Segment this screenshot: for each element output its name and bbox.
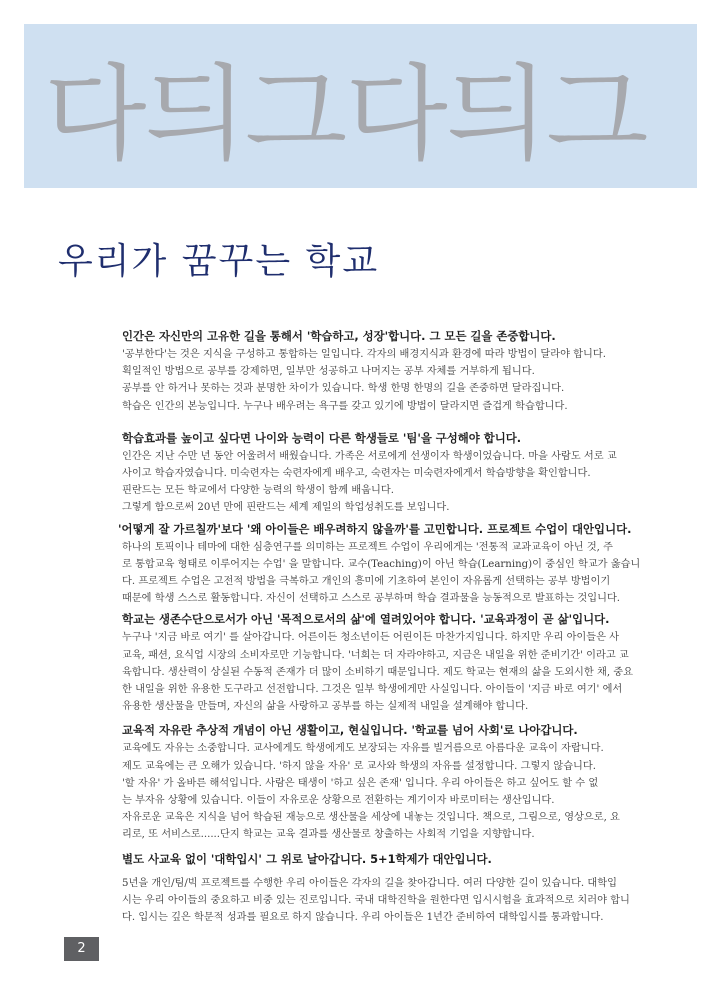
article-body: [118, 328, 667, 926]
paragraph-line: 인간은 지난 수만 년 동안 어울려서 배웠습니다. 가족은 서로에게 선생이자 학생이었습니다. 마을 사람도 서로 교: [122, 450, 617, 462]
paragraph-line: 육합니다. 생산력이 상실된 수동적 존재가 더 많이 소비하기 때문입니다. 제도 학교는 현재의 삶을 도외시한 채, 중요: [122, 666, 633, 678]
section-paragraph: [122, 539, 667, 608]
section-paragraph: [122, 346, 667, 415]
page-number: 2: [64, 937, 99, 961]
paragraph-line: 교육, 패션, 요식업 시장의 소비자로만 기능합니다. '너희는 더 자라야하고, 지금은 내일을 위한 준비기간' 이라고 교: [122, 649, 629, 661]
paragraph-line: 사이고 학습자였습니다. 미숙련자는 숙련자에게 배우고, 숙련자는 미숙련자에게서 학습방향을 확인합니다.: [122, 468, 591, 480]
section-team-learning: [122, 430, 667, 517]
page-title: 우리가 꿈꾸는 학교: [58, 241, 380, 282]
paragraph-line: 리로, 또 서비스로......단지 학교는 교육 결과를 생산물로 창출하는 사회적 기업을 지향합니다.: [122, 829, 535, 841]
section-paragraph: [122, 448, 667, 517]
paragraph-line: 자유로운 교육은 지식을 넘어 학습된 재능으로 생산물을 세상에 내놓는 것입니다. 책으로, 그림으로, 영상으로, 요: [122, 812, 620, 824]
section-heading: 학교는 생존수단으로서가 아닌 '목적으로서의 삶'에 열려있어야 합니다. '교육과정이 곧 삶'입니다.: [122, 612, 610, 627]
section-paragraph: [122, 740, 667, 843]
paragraph-line: 한 내일을 위한 유용한 도구라고 선전합니다. 그것은 일부 학생에게만 사실입니다. 아이들이 '지금 바로 여기' 에서: [122, 684, 623, 696]
paragraph-line: 때문에 학생 스스로 활동합니다. 자신이 선택하고 스스로 공부하며 학습 결과물을 능동적으로 발표하는 것입니다.: [122, 593, 621, 605]
paragraph-line: 5년을 개인/팀/빅 프로젝트를 수행한 우리 아이들은 각자의 길을 찾아갑니다. 여러 다양한 길이 있습니다. 대학입: [122, 877, 617, 889]
section-heading: 별도 사교육 없이 '대학입시' 그 위로 날아갑니다. 5+1학제가 대안입니다.: [122, 851, 492, 866]
paragraph-line: '할 자유' 가 올바른 해석입니다. 사람은 태생이 '하고 싶은 존재' 입니다. 우리 아이들은 하고 싶어도 할 수 없: [122, 777, 599, 789]
section-heading: 인간은 자신만의 고유한 길을 통해서 '학습하고, 성장'합니다. 그 모든 길을 존중합니다.: [122, 329, 556, 343]
paragraph-line: 시는 우리 아이들의 중요하고 비중 있는 진로입니다. 국내 대학진학을 원한다면 입시시험을 효과적으로 치러야 합니: [122, 894, 630, 906]
masthead-title: 다듸그다듸그: [44, 53, 647, 175]
section-paragraph: [122, 629, 667, 715]
paragraph-line: 공부를 안 하거나 못하는 것과 분명한 차이가 있습니다. 학생 한명 한명의 길을 존중하면 달라집니다.: [122, 383, 565, 395]
paragraph-line: 획일적인 방법으로 공부를 강제하면, 일부만 성공하고 나머지는 공부 자체를 거부하게 됩니다.: [122, 366, 535, 378]
section-project-learning: [118, 521, 667, 608]
paragraph-line: 그렇게 함으로써 20년 만에 핀란드는 세계 제일의 학업성취도를 보입니다.: [122, 502, 450, 514]
paragraph-line: 하나의 토픽이나 테마에 대한 심층연구를 의미하는 프로젝트 수업이 우리에게는 '전통적 교과교육이 아닌 것, 주: [122, 541, 613, 553]
paragraph-line: 교육에도 자유는 소중합니다. 교사에게도 학생에게도 보장되는 자유를 빌거름으로 아름다운 교육이 자랍니다.: [122, 743, 604, 755]
paragraph-line: 다. 프로젝트 수업은 고전적 방법을 극복하고 개인의 흥미에 기초하여 본인이 자유롭게 선택하는 공부 방법이기: [122, 576, 611, 588]
section-educational-freedom: [122, 722, 667, 843]
paragraph-line: 누구나 '지금 바로 여기' 를 살아갑니다. 어른이든 청소년이든 어린이든 마찬가지입니다. 하지만 우리 아이들은 사: [122, 632, 620, 644]
section-paragraph: [122, 875, 667, 927]
section-heading: 교육적 자유란 추상적 개념이 아닌 생활이고, 현실입니다. '학교를 넘어 사회'로 나아갑니다.: [122, 723, 578, 738]
paragraph-line: 로 통합교육 형태로 이루어지는 수업' 을 말합니다. 교수(Teaching)이 아닌 학습(Learning)이 중심인 학교가 옳습니: [122, 558, 641, 570]
section-heading: '어떻게 잘 가르칠까'보다 '왜 아이들은 배우려하지 않을까'를 고민합니다. 프로젝트 수업이 대안입니다.: [118, 521, 632, 536]
paragraph-line: 핀란드는 모든 학교에서 다양한 능력의 학생이 함께 배웁니다.: [122, 485, 394, 497]
section-life-curriculum: [122, 611, 667, 715]
paragraph-line: '공부한다'는 것은 지식을 구성하고 통합하는 일입니다. 각자의 배경지식과 환경에 따라 방법이 달라야 합니다.: [122, 349, 606, 360]
paragraph-line: 학습은 인간의 본능입니다. 누구나 배우려는 욕구를 갖고 있기에 방법이 달라지면 즐겁게 학습합니다.: [122, 400, 568, 412]
paragraph-line: 제도 교육에는 큰 오해가 있습니다. '하지 않을 자유' 로 교사와 학생의 자유를 설정합니다. 그렇지 않습니다.: [122, 760, 596, 772]
section-respect-paths: [122, 328, 667, 415]
section-university-entrance: [122, 851, 667, 927]
paragraph-line: 유용한 생산물을 만들며, 자신의 삶을 사랑하고 공부를 하는 실제적 내일을 설계해야 합니다.: [122, 701, 529, 713]
section-heading: 학습효과를 높이고 싶다면 나이와 능력이 다른 학생들로 '팀'을 구성해야 합니다.: [122, 430, 522, 445]
paragraph-line: 다. 입시는 깊은 학문적 성과를 필요로 하지 않습니다. 우리 아이들은 1년간 준비하여 대학입시를 통과합니다.: [122, 912, 604, 924]
paragraph-line: 는 부자유 상황에 있습니다. 이들이 자유로운 상황으로 전환하는 계기이자 바로미터는 생산입니다.: [122, 795, 555, 807]
